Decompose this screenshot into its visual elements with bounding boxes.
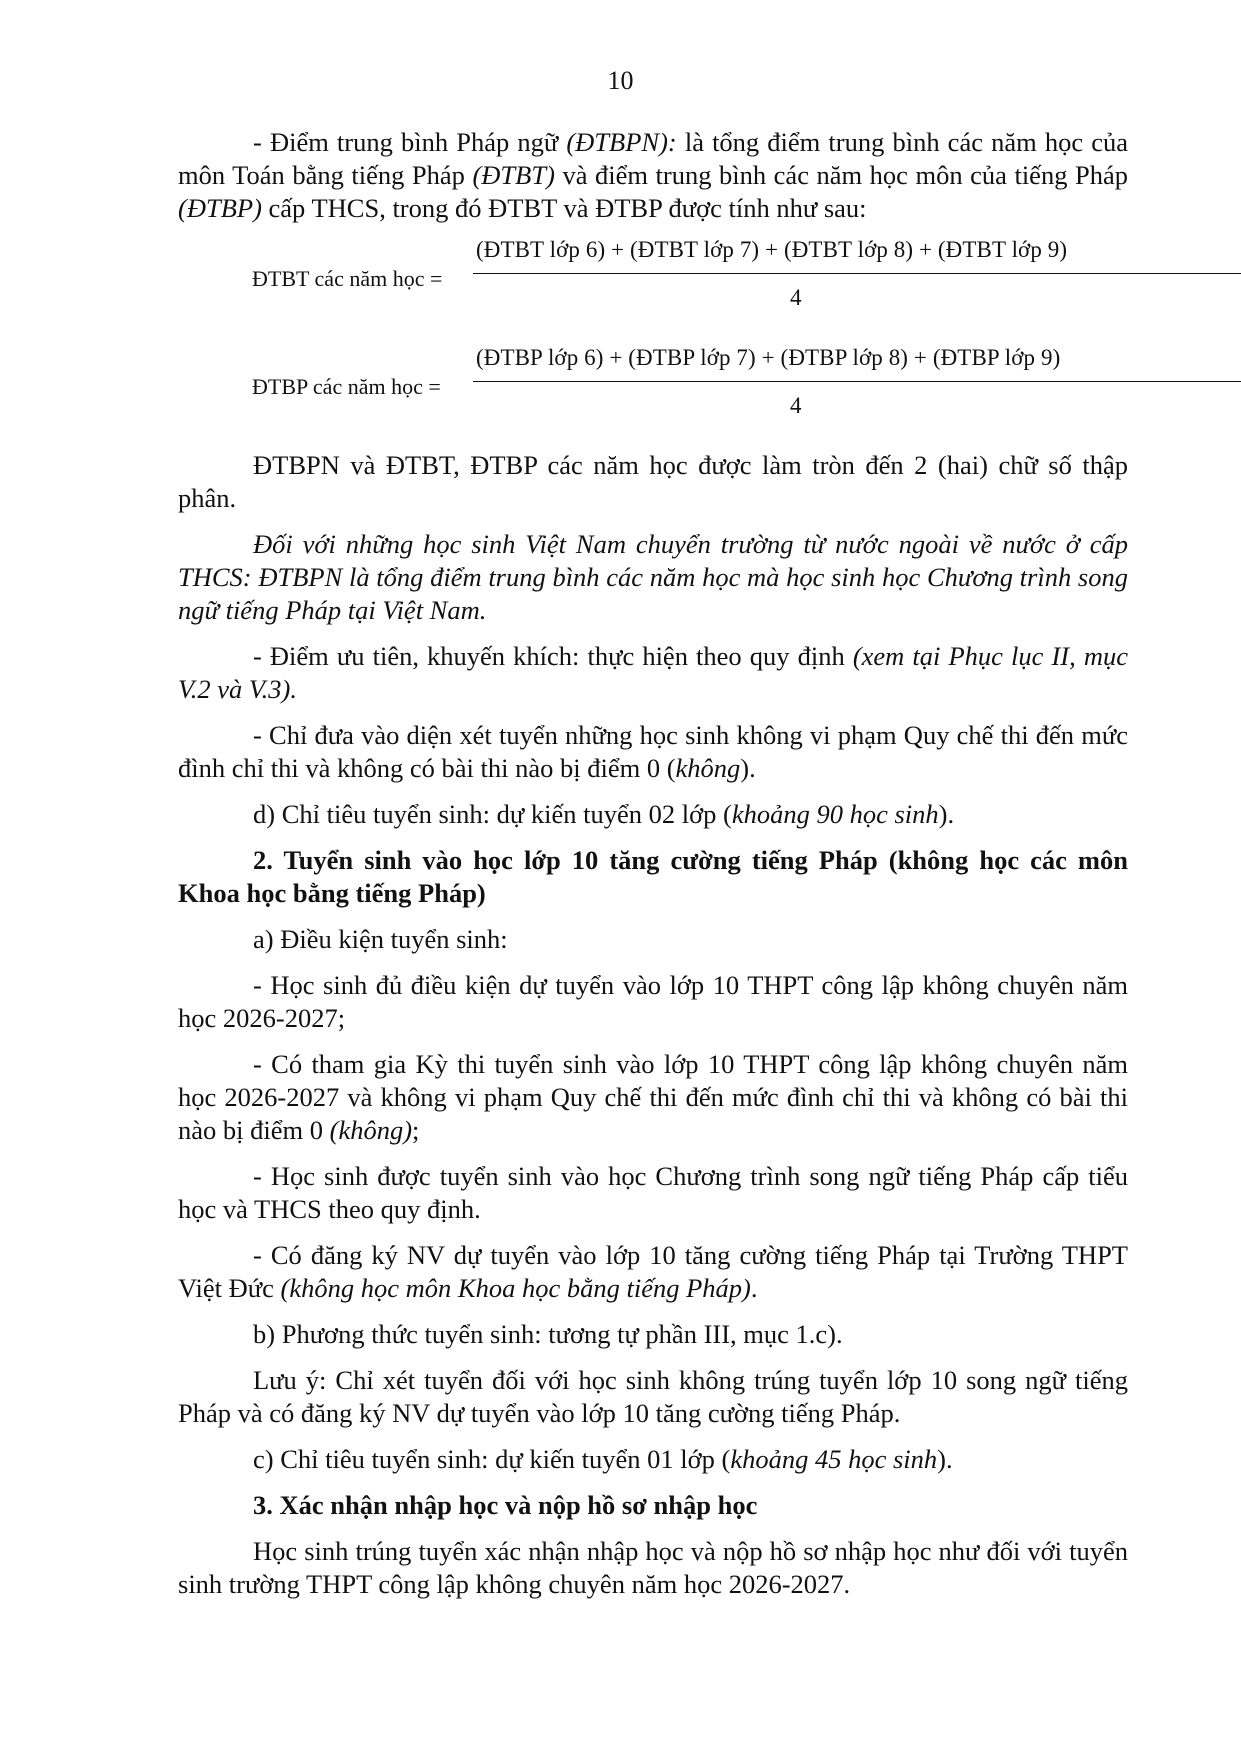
text-italic: khoảng 90 học sinh <box>731 799 939 829</box>
text: - Điểm trung bình Pháp ngữ <box>253 127 567 157</box>
paragraph-condition-4 <box>178 1239 1128 1305</box>
document-body <box>178 126 1128 1614</box>
text: ; <box>412 1115 420 1145</box>
paragraph-eligibility <box>178 719 1128 785</box>
paragraph-priority-points <box>178 640 1128 706</box>
paragraph-condition-2 <box>178 1048 1128 1147</box>
formula-denominator: 4 <box>790 393 802 418</box>
paragraph-method: b) Phương thức tuyển sinh: tương tự phần III, mục 1.c). <box>253 1319 843 1349</box>
fraction-bar <box>473 273 1241 274</box>
paragraph-conditions-title: a) Điều kiện tuyển sinh: <box>253 924 508 954</box>
formula-dtbp <box>178 341 1128 449</box>
formula-numerator: (ĐTBT lớp 6) + (ĐTBT lớp 7) + (ĐTBT lớp 8) + (ĐTBT lớp 9) <box>476 237 1068 262</box>
text: ). <box>938 799 955 829</box>
text-italic: (không) <box>329 1115 413 1145</box>
paragraph-average-definition <box>178 126 1128 225</box>
text: là tổng điểm trung bình các năm học của môn Toán bằng tiếng Pháp <box>178 127 1128 190</box>
formula-label: ĐTBT các năm học = <box>252 266 443 291</box>
text: ). <box>740 753 756 783</box>
text: cấp THCS, trong đó ĐTBT và ĐTBP được tính như sau: <box>261 193 867 223</box>
paragraph-quota-enhanced <box>178 1443 1128 1476</box>
paragraph-admission-confirmation: Học sinh trúng tuyển xác nhận nhập học và nộp hồ sơ nhập học như đối với tuyển sinh trường THPT công lập không chuyên năm học 2026-2027. <box>178 1536 1128 1599</box>
page-number: 10 <box>607 66 634 95</box>
text: - Có tham gia Kỳ thi tuyển sinh vào lớp 10 THPT công lập không chuyên năm học 2026-2027 và không vi phạm Quy chế thi đến mức đình chỉ thi và không có bài thi nào bị điểm 0 <box>178 1049 1128 1145</box>
paragraph-rounding: ĐTBPN và ĐTBT, ĐTBP các năm học được làm tròn đến 2 (hai) chữ số thập phân. <box>178 450 1128 513</box>
text-italic: (xem tại Phục lục II, mục V.2 và V.3). <box>178 641 1128 704</box>
formula-denominator: 4 <box>790 285 802 310</box>
text-italic: (ĐTBPN): <box>566 127 677 157</box>
formula-numerator: (ĐTBP lớp 6) + (ĐTBP lớp 7) + (ĐTBP lớp 8) + (ĐTBP lớp 9) <box>476 345 1061 370</box>
heading-text: 3. Xác nhận nhập học và nộp hồ sơ nhập học <box>253 1490 758 1520</box>
text: - Chỉ đưa vào diện xét tuyển những học sinh không vi phạm Quy chế thi đến mức đình chỉ thi và không có bài thi nào bị điểm 0 ( <box>178 720 1128 783</box>
text-italic: không <box>675 753 741 783</box>
paragraph-foreign-students: Đối với những học sinh Việt Nam chuyển trường từ nước ngoài về nước ở cấp THCS: ĐTBPN là tổng điểm trung bình các năm học mà học sinh học Chương trình song ngữ tiếng Pháp tại Việt Nam. <box>178 529 1128 625</box>
paragraph-note: Lưu ý: Chỉ xét tuyển đối với học sinh không trúng tuyển lớp 10 song ngữ tiếng Pháp và có đăng ký NV dự tuyển vào lớp 10 tăng cường tiếng Pháp. <box>178 1365 1128 1428</box>
heading-text: 2. Tuyển sinh vào học lớp 10 tăng cường tiếng Pháp (không học các môn Khoa học bằng tiếng Pháp) <box>178 845 1128 908</box>
text-italic: khoảng 45 học sinh <box>730 1444 938 1474</box>
paragraph-condition-3: - Học sinh được tuyển sinh vào học Chương trình song ngữ tiếng Pháp cấp tiểu học và THCS theo quy định. <box>178 1161 1128 1224</box>
section-heading-3 <box>178 1489 1128 1522</box>
text-italic: (ĐTBP) <box>178 193 262 223</box>
text: c) Chỉ tiêu tuyển sinh: dự kiến tuyển 01 lớp ( <box>253 1444 731 1474</box>
formula-label: ĐTBP các năm học = <box>252 374 441 399</box>
text-italic: (không học môn Khoa học bằng tiếng Pháp) <box>280 1273 751 1303</box>
text: d) Chỉ tiêu tuyển sinh: dự kiến tuyển 02 lớp ( <box>253 799 732 829</box>
formula-dtbt <box>178 229 1128 341</box>
paragraph-quota-bilingual <box>178 798 1128 831</box>
section-heading-2 <box>178 844 1128 910</box>
paragraph-condition-1: - Học sinh đủ điều kiện dự tuyển vào lớp 10 THPT công lập không chuyên năm học 2026-2027; <box>178 970 1128 1033</box>
fraction-bar <box>473 381 1241 382</box>
text-italic: (ĐTBT) <box>472 160 555 190</box>
text: - Điểm ưu tiên, khuyến khích: thực hiện theo quy định <box>253 641 853 671</box>
text: và điểm trung bình các năm học môn của tiếng Pháp <box>554 160 1128 190</box>
text: . <box>750 1273 758 1303</box>
text: - Có đăng ký NV dự tuyển vào lớp 10 tăng cường tiếng Pháp tại Trường THPT Việt Đức <box>178 1240 1128 1303</box>
text: ). <box>937 1444 953 1474</box>
